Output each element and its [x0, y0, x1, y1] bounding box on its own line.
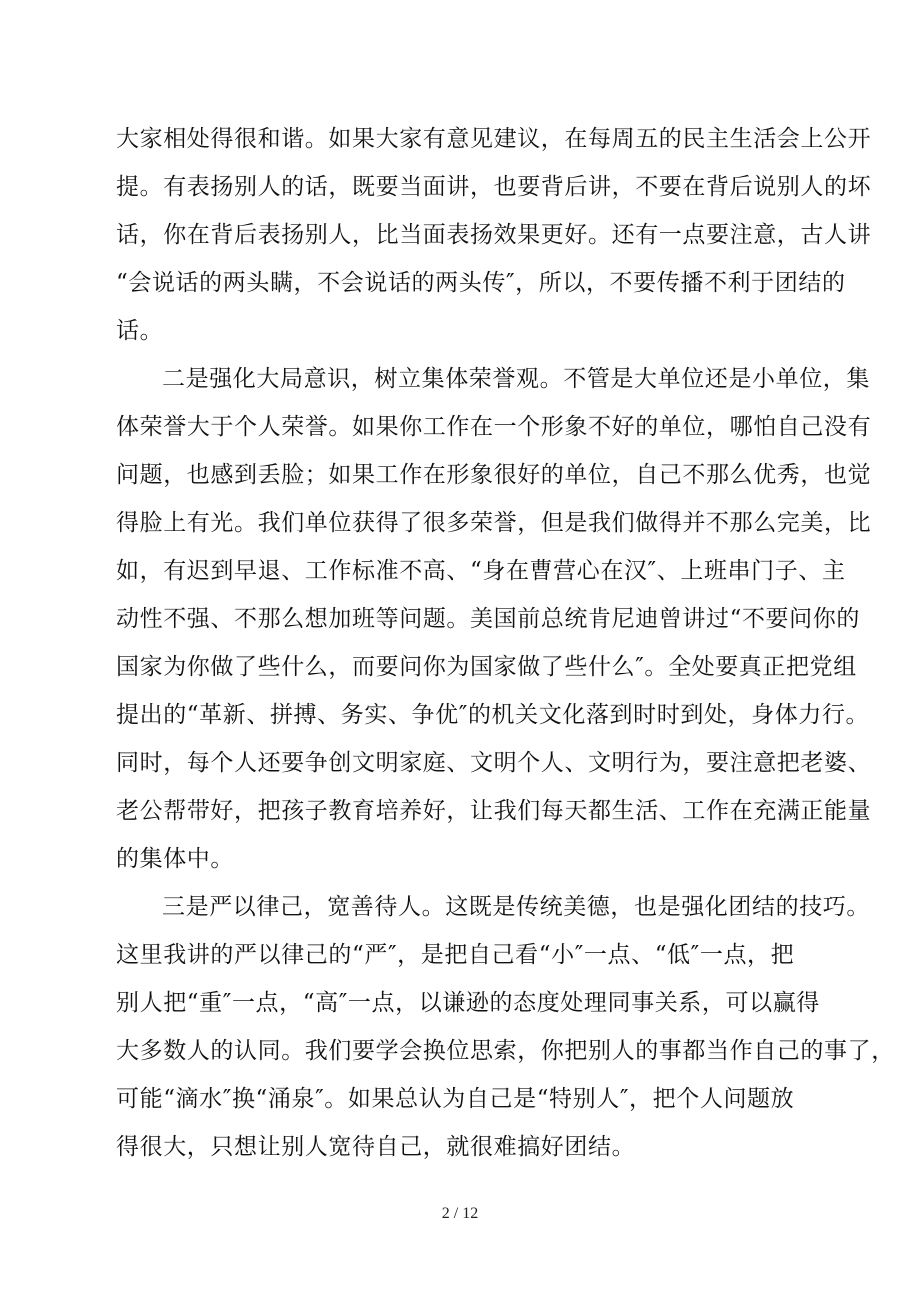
text-line: 得脸上有光。我们单位获得了很多荣誉，但是我们做得并不那么完美，比 [116, 510, 872, 536]
text-line: 动性不强、不那么想加班等问题。美国前总统肯尼迪曾讲过“不要问你的 [116, 606, 860, 632]
text-line: 同时，每个人还要争创文明家庭、文明个人、文明行为，要注意把老婆、 [116, 750, 872, 776]
text-line: 别人把“重″一点，“高″一点，以谦逊的态度处理同事关系，可以赢得 [116, 990, 820, 1016]
text-line: 的集体中。 [116, 846, 234, 872]
text-line: 大多数人的认同。我们要学会换位思索，你把别人的事都当作自己的事了， [116, 1038, 895, 1064]
text-line: 老公帮带好，把孩子教育培养好，让我们每天都生活、工作在充满正能量 [116, 798, 872, 824]
text-line: 大家相处得很和谐。如果大家有意见建议，在每周五的民主生活会上公开 [116, 126, 872, 152]
text-line: 国家为你做了些什么，而要问你为国家做了些什么″。全处要真正把党组 [116, 654, 857, 680]
text-line: 这里我讲的严以律己的“严″，是把自己看“小″一点、“低″一点，把 [116, 942, 795, 968]
paragraph-3 [116, 883, 895, 1171]
text-line: 如，有迟到早退、工作标准不高、“身在曹营心在汉″、上班串门子、主 [116, 558, 846, 584]
text-line: 三是严以律己，宽善待人。这既是传统美德，也是强化团结的技巧。 [162, 894, 870, 920]
paragraph-1 [116, 115, 872, 355]
text-line: 可能“滴水″换“涌泉″。如果总认为自己是“特别人″，把个人问题放 [116, 1086, 795, 1112]
text-line: 话。 [116, 318, 164, 344]
text-line: 体荣誉大于个人荣誉。如果你工作在一个形象不好的单位，哪怕自己没有 [116, 414, 872, 440]
text-line: 提。有表扬别人的话，既要当面讲，也要背后讲，不要在背后说别人的坏 [116, 174, 872, 200]
text-line: “会说话的两头瞒，不会说话的两头传″，所以，不要传播不利于团结的 [116, 270, 846, 296]
text-line: 话，你在背后表扬别人，比当面表扬效果更好。还有一点要注意，古人讲 [116, 222, 872, 248]
text-line: 提出的“革新、拼搏、务实、争优″的机关文化落到时时到处，身体力行。 [116, 702, 870, 728]
paragraph-2 [116, 355, 872, 883]
text-line: 问题，也感到丢脸；如果工作在形象很好的单位，自己不那么优秀，也觉 [116, 462, 872, 488]
text-line: 二是强化大局意识，树立集体荣誉观。不管是大单位还是小单位，集 [162, 366, 870, 392]
text-line: 得很大，只想让别人宽待自己，就很难搞好团结。 [116, 1134, 636, 1160]
page-number: 2 / 12 [441, 1205, 479, 1222]
